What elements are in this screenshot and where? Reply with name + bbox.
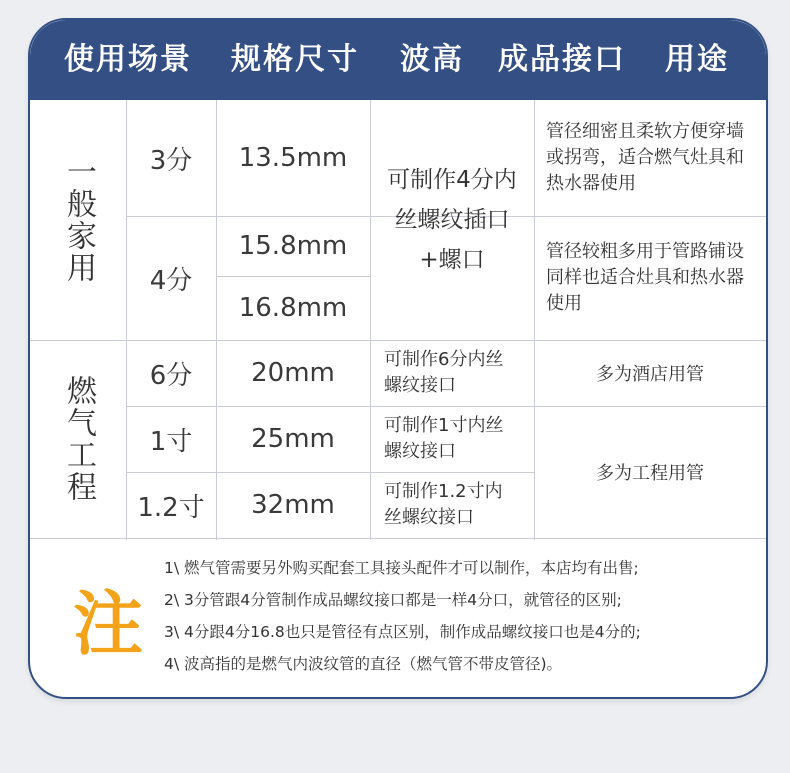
usage-cell: 多为工程用管 xyxy=(596,463,704,484)
notes-section xyxy=(30,540,766,697)
interface-cell: 可制作1寸内丝螺纹接口 xyxy=(384,415,504,462)
spec-cell: 3分 xyxy=(149,145,193,176)
group-household: 一般家用 xyxy=(61,156,96,284)
spec-table xyxy=(30,100,766,540)
note-item: 1\ 燃气管需要另外购买配套工具接头配件才可以制作，本店均有出售; xyxy=(164,559,639,577)
notes-list xyxy=(164,552,754,680)
header-interface: 成品接口 xyxy=(498,42,626,77)
interface-cell: 可制作6分内丝螺纹接口 xyxy=(384,349,504,396)
header-purpose: 用途 xyxy=(665,42,729,77)
note-item: 4\ 波高指的是燃气内波纹管的直径（燃气管不带皮管径)。 xyxy=(164,655,563,673)
grid-line xyxy=(30,538,766,539)
group-gas-engineering: 燃气工程 xyxy=(61,375,96,503)
note-item: 3\ 4分跟4分16.8也只是管径有点区别，制作成品螺纹接口也是4分的; xyxy=(164,623,641,641)
header-wave-height: 波高 xyxy=(400,42,464,77)
wave-height-cell: 25mm xyxy=(251,424,335,454)
wave-height-cell: 32mm xyxy=(251,490,335,520)
wave-height-cell: 20mm xyxy=(251,358,335,388)
note-item: 2\ 3分管跟4分管制作成品螺纹接口都是一样4分口，就管径的区别; xyxy=(164,591,622,609)
spec-cell: 6分 xyxy=(149,360,193,391)
wave-height-cell: 15.8mm xyxy=(238,231,348,261)
spec-cell: 1寸 xyxy=(149,426,193,457)
interface-cell-household: 可制作4分内丝螺纹插口+螺口 xyxy=(387,167,517,273)
spec-cell: 4分 xyxy=(149,265,193,296)
table-header xyxy=(30,20,766,100)
usage-cell: 管径细密且柔软方便穿墙或拐弯，适合燃气灶具和热水器使用 xyxy=(546,121,744,194)
usage-cell: 管径较粗多用于管路铺设同样也适合灶具和热水器使用 xyxy=(546,241,744,314)
wave-height-cell: 13.5mm xyxy=(238,143,348,173)
spec-cell: 1.2寸 xyxy=(137,492,205,523)
note-title: 注 xyxy=(73,583,143,665)
header-usage-scene: 使用场景 xyxy=(64,42,192,77)
spec-card xyxy=(28,18,768,699)
wave-height-cell: 16.8mm xyxy=(238,293,348,323)
header-spec-size: 规格尺寸 xyxy=(231,42,359,77)
usage-cell: 多为酒店用管 xyxy=(596,364,704,385)
interface-cell: 可制作1.2寸内丝螺纹接口 xyxy=(384,481,503,528)
